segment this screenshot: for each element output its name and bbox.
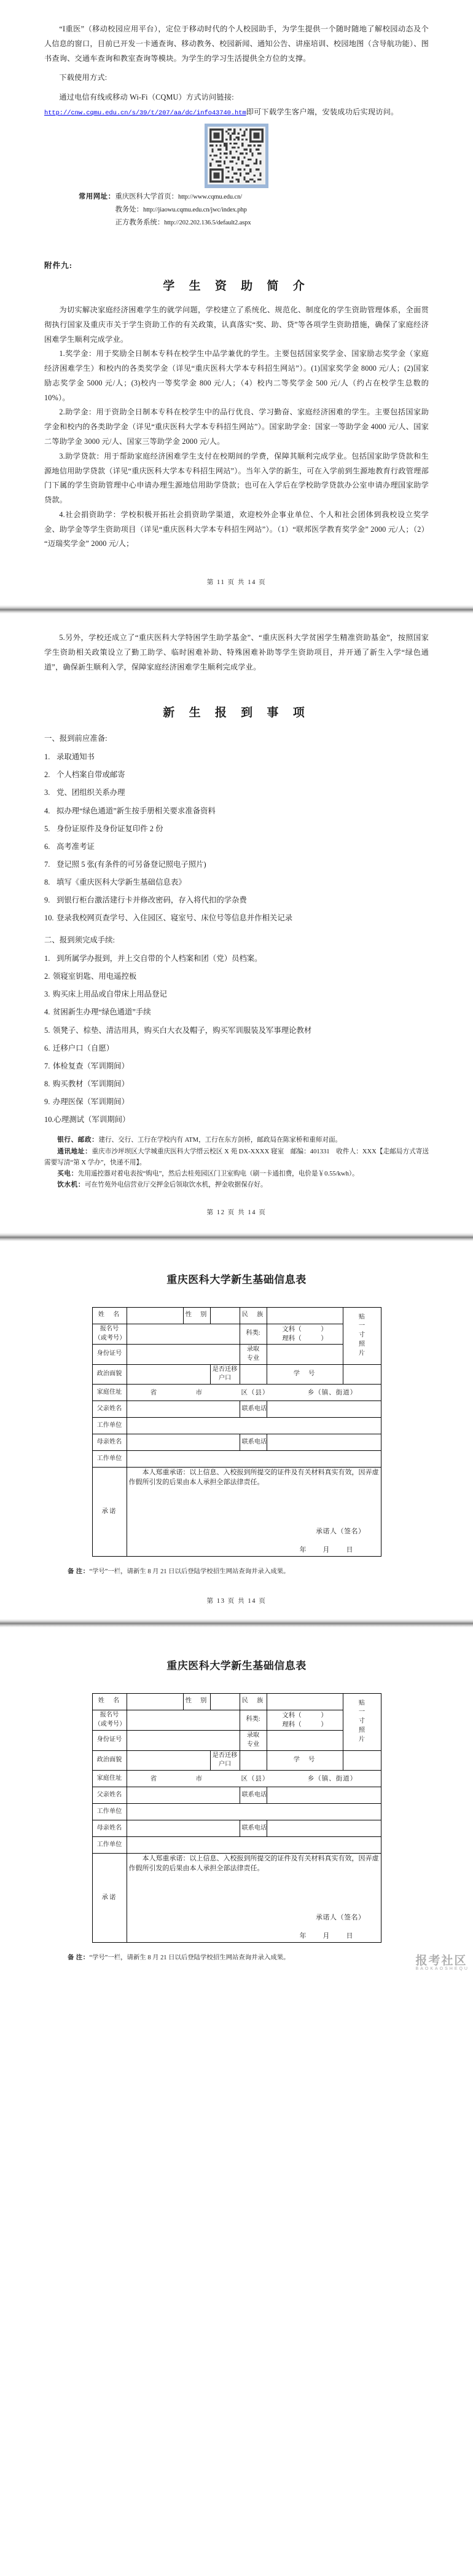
access-url-line: [44, 105, 429, 120]
list-item: [44, 968, 429, 986]
label-hukou-line2: 户口: [218, 1375, 232, 1382]
label-mother-work-unit: 工作单位: [92, 1451, 127, 1468]
form-note-14: [44, 1953, 429, 1964]
field-admitted-major[interactable]: [267, 1731, 343, 1751]
field-mother-work-unit[interactable]: [127, 1837, 381, 1854]
website-name: 教务处：: [115, 205, 144, 213]
address-part-city: 市: [195, 1389, 203, 1396]
list-text: 登录我校网页查学号、入住园区、寝室号、床位号等信息并作相关记录: [57, 914, 293, 923]
list-item: [44, 986, 429, 1003]
photo-char-1: 贴: [358, 1313, 366, 1321]
table-row-pledge: [92, 1468, 381, 1557]
field-mother-name[interactable]: [127, 1820, 240, 1837]
list-text: 录取通知书: [57, 753, 95, 762]
list-number: 6.: [44, 842, 50, 851]
label-subject-type: 科类:: [240, 1324, 267, 1344]
label-political-status: 政治面貌: [92, 1750, 127, 1771]
list-item: [44, 838, 429, 856]
option-liberal-arts[interactable]: 文科（ ）: [282, 1712, 327, 1719]
label-exam-id-line1: 报名号: [100, 1326, 119, 1332]
list-item: [44, 1022, 429, 1040]
field-political-status[interactable]: [127, 1750, 210, 1771]
label-gender: 性 别: [183, 1693, 210, 1710]
list-item: [44, 1075, 429, 1093]
note-label: 银行、邮政：: [57, 1137, 99, 1144]
list-number: 8.: [44, 1080, 50, 1089]
label-exam-id: [92, 1710, 127, 1730]
photo-char-4: 照: [358, 1726, 366, 1734]
table-row-home-address: [92, 1385, 381, 1401]
website-name: 重庆医科大学首页：: [115, 192, 178, 200]
list-item: [44, 820, 429, 838]
page-footer-13: 第 13 页 共 14 页: [206, 1597, 267, 1605]
label-exam-id-line1: 报名号: [100, 1712, 119, 1718]
pledge-text: 本人郑重承诺：以上信息、入校报到所提交的证件及有关材料真实有效，因弄虚作假所引发的后果由本人承担全部法律责任。: [128, 1855, 379, 1873]
aid-paragraph-scholarship: 1.奖学金：用于奖励全日制本专科在校学生中品学兼优的学生。主要包括国家奖学金、国家励志奖学金（家庭经济困难学生）和校内的各类奖学金（详见“重庆医科大学本专科招生网站”）。(1)国家奖学金 8000 元/人；(2)国家励志奖学金 5000 元/人；(3)校内一等奖学金 800 元/人；（4）校内二等奖学金 500 元/人（约占在校学生总数的 10%）。: [44, 349, 429, 402]
aid-paragraph-grant: 2.助学金：用于资助全日制本专科在校学生中的品行优良、学习勤奋、家庭经济困难的学生。主要包括国家助学金和校内的各类助学金（详见“重庆医科大学本专科招生网站”）。国家助学金：国家一等助学金 4000 元/人、国家二等助学金 3000 元/人、国家三等助学金 2000 元/人。: [44, 408, 429, 446]
page-separator: [0, 1233, 473, 1241]
list-number: 4.: [44, 1008, 50, 1017]
page-separator: [0, 1619, 473, 1627]
list-number: 6.: [44, 1043, 50, 1053]
page-14: [0, 1627, 473, 1973]
note-water-dispenser: [44, 1180, 429, 1191]
list-text: 领寝室钥匙、用电遥控板: [53, 972, 137, 981]
label-admitted-major: [240, 1345, 267, 1365]
note-text: 可在竹苑外电信营业厅交押金后领取饮水机，押金收据保存好。: [84, 1182, 267, 1189]
table-row-id-number: [92, 1345, 381, 1365]
table-row-father-name: [92, 1401, 381, 1418]
access-url-suffix: 即可下载学生客户端，安装成功后实现访问。: [246, 107, 399, 116]
page-title-registration: 新 生 报 到 事 项: [163, 706, 310, 719]
label-major-line2: 专业: [246, 1740, 260, 1748]
photo-char-5: 片: [358, 1736, 366, 1743]
list-number: 7.: [44, 1061, 50, 1070]
list-text: 领凳子、棕垫、清洁用具，购买白大衣及帽子，购买军训服装及军事理论教材: [53, 1025, 312, 1035]
list-text: 购买床上用品或自带床上用品登记: [53, 990, 167, 999]
label-political-status: 政治面貌: [92, 1364, 127, 1385]
list-text: 办理医保（军训期间）: [53, 1097, 129, 1107]
aid-paragraph-loan: 3.助学贷款：用于帮助家庭经济困难学生支付在校期间的学费，保障其顺利完成学业。包括国家助学贷款和生源地信用助学贷款（详见“重庆医科大学本专科招生网站”）。当年入学的新生，可在入学前到生源地教育行政管理部门下属的学生资助管理中心申请办理生源地信用助学贷款；也可在入学后在学校助学贷款办公室申请办理国家助学贷款。: [44, 451, 429, 505]
form-note-text: “学号”一栏，请新生 8 月 21 日以后登陆学校招生网站查询并录入成果。: [89, 1568, 290, 1575]
qr-code-container: [44, 124, 429, 188]
list-item: [44, 1093, 429, 1111]
label-student-number: 学 号: [267, 1750, 343, 1771]
field-pledge[interactable]: [127, 1854, 381, 1943]
field-admitted-major[interactable]: [267, 1345, 343, 1365]
form-note-13: [44, 1567, 429, 1578]
list-text: 身份证原件及身份证复印件 2 份: [57, 824, 163, 833]
date-line[interactable]: 年 月 日: [299, 1932, 358, 1940]
list-item: [44, 891, 429, 909]
i-chongyi-intro-paragraph: “I重医”（移动校园应用平台），定位于移动时代的个人校园助手，为学生提供一个随时随地了解校园动态及个人信息的窗口，目前已开发一卡通查询、移动教务、校园新闻、通知公告、讲座培训、校园地图（含导航功能）、图书查询、交通车查询和教室查询等模块。为学生的学习生活提供全方位的支撑。: [44, 25, 429, 63]
registration-procedure-list: [44, 950, 429, 1129]
label-exam-id: [92, 1324, 127, 1344]
list-item: [44, 802, 429, 820]
field-mother-phone[interactable]: [267, 1820, 381, 1837]
label-hukou-line1: 是否迁移: [212, 1752, 238, 1759]
watermark-main: 报考社区: [415, 1954, 467, 1967]
signature-line[interactable]: 承诺人（签名）: [316, 1528, 366, 1535]
access-instruction: 通过电信有线或移动 Wi-Fi（CQMU）方式访问链接:: [59, 93, 234, 102]
note-text: 建行、交行、工行在学校内有 ATM，工行在东方剑桥，邮政局在陈家桥和重师对面。: [98, 1137, 342, 1144]
note-mailing-address: [44, 1147, 429, 1169]
website-row: [79, 191, 429, 203]
list-item: [44, 874, 429, 891]
option-science[interactable]: 理科（ ）: [282, 1335, 327, 1342]
photo-char-2: 一: [358, 1322, 366, 1330]
website-row: [79, 203, 429, 216]
label-id-number: 身份证号: [92, 1345, 127, 1365]
label-mother-name: 母亲姓名: [92, 1820, 127, 1837]
field-mother-work-unit[interactable]: [127, 1451, 381, 1468]
common-websites-label: 常用网址：: [79, 192, 115, 200]
field-father-work-unit[interactable]: [127, 1418, 381, 1434]
label-name: 姓 名: [92, 1307, 127, 1324]
photo-placeholder[interactable]: [343, 1307, 381, 1364]
field-hukou-transfer[interactable]: [240, 1364, 267, 1385]
signature-line[interactable]: 承诺人（签名）: [316, 1914, 366, 1921]
field-ethnicity[interactable]: [267, 1693, 343, 1710]
field-id-number[interactable]: [127, 1345, 240, 1365]
address-part-city: 市: [195, 1775, 203, 1782]
list-text: 拟办理“绿色通道”新生按手册相关要求准备资料: [57, 806, 216, 815]
field-father-work-unit[interactable]: [127, 1804, 381, 1820]
table-row-father-name: [92, 1787, 381, 1804]
label-id-number: 身份证号: [92, 1731, 127, 1751]
page-footer-11: 第 11 页 共 14 页: [206, 579, 267, 587]
table-row-father-workplace: [92, 1418, 381, 1434]
table-row-father-workplace: [92, 1804, 381, 1820]
field-father-name[interactable]: [127, 1787, 240, 1804]
website-url[interactable]: http://www.cqmu.edu.cn/: [178, 193, 243, 200]
address-part-district: 区（县）: [241, 1775, 270, 1782]
label-mother-phone: 联系电话: [240, 1820, 267, 1837]
label-father-work-unit: 工作单位: [92, 1804, 127, 1820]
photo-char-2: 一: [358, 1709, 366, 1716]
list-item: [44, 950, 429, 968]
field-gender[interactable]: [210, 1693, 240, 1710]
label-mother-work-unit: 工作单位: [92, 1837, 127, 1854]
label-hukou-line1: 是否迁移: [212, 1365, 238, 1373]
table-row-mother-workplace: [92, 1837, 381, 1854]
table-row-name: [92, 1307, 381, 1324]
photo-placeholder[interactable]: [343, 1693, 381, 1750]
field-student-number[interactable]: [343, 1750, 381, 1771]
field-subject-type[interactable]: [267, 1324, 343, 1344]
label-father-work-unit: 工作单位: [92, 1418, 127, 1434]
note-text: 先用遥控器对着电表按“购电”，然后去桂苑园区门卫室购电（刷一卡通扣费，电价是￥0.55/kwh）。: [77, 1171, 359, 1178]
field-political-status[interactable]: [127, 1364, 210, 1385]
label-major-line2: 专业: [246, 1354, 260, 1362]
field-exam-id[interactable]: [127, 1710, 240, 1730]
list-number: 8.: [44, 878, 50, 887]
list-item: [44, 1057, 429, 1075]
label-home-address: 家庭住址: [92, 1385, 127, 1401]
table-row-mother-name: [92, 1820, 381, 1837]
address-part-province: 省: [150, 1775, 158, 1782]
watermark-sub: BAOKAOSHEQU: [415, 1966, 469, 1971]
field-ethnicity[interactable]: [267, 1307, 343, 1324]
list-text: 个人档案自带或邮寄: [57, 770, 125, 780]
address-part-township: 乡（镇、街道）: [307, 1389, 358, 1396]
label-mother-phone: 联系电话: [240, 1434, 267, 1451]
label-major-line1: 录取: [246, 1732, 260, 1739]
note-label: 饮水机：: [57, 1182, 85, 1189]
aid-paragraph-intro: 为切实解决家庭经济困难学生的就学问题，学校建立了系统化、规范化、制度化的学生资助管理体系，全面贯彻执行国家及重庆市关于学生资助工作的有关政策，认真落实“奖、助、贷”等各项学生资助措施，确保了家庭经济困难学生顺利完成学业。: [44, 305, 429, 344]
table-row-mother-workplace: [92, 1451, 381, 1468]
field-father-phone[interactable]: [267, 1787, 381, 1804]
qr-code-icon: [208, 127, 265, 184]
section-heading-before-registration: 一、报到前应准备:: [44, 733, 108, 743]
field-father-phone[interactable]: [267, 1401, 381, 1418]
list-text: 迁移户口（自愿）: [53, 1043, 114, 1053]
section-heading-registration-procedures: 二、报到须完成手续:: [44, 935, 115, 944]
table-row-mother-name: [92, 1434, 381, 1451]
list-number: 1.: [44, 753, 50, 762]
list-item: [44, 1003, 429, 1021]
date-line[interactable]: 年 月 日: [299, 1546, 358, 1554]
list-text: 到银行柜台激活建行卡并修改密码，存入将代扣的学杂费: [57, 896, 247, 905]
website-name: 正方教务系统：: [115, 218, 165, 226]
label-pledge: 承诺: [92, 1468, 127, 1557]
download-link[interactable]: http://cnw.cqmu.edu.cn/s/39/t/207/aa/dc/info43740.htm: [44, 109, 246, 117]
attachment-label: 附件九:: [44, 261, 72, 270]
form-note-prefix: 备 注：: [68, 1568, 90, 1575]
page-11: [0, 0, 473, 605]
table-row-political: [92, 1364, 381, 1385]
watermark-logo: [416, 1951, 469, 1971]
label-admitted-major: [240, 1731, 267, 1751]
list-item: [44, 1040, 429, 1057]
field-student-number[interactable]: [343, 1364, 381, 1385]
pre-registration-list: [44, 748, 429, 927]
label-exam-id-line2: （或考号）: [94, 1334, 126, 1341]
form-title: 重庆医科大学新生基础信息表: [166, 1273, 307, 1286]
list-number: 4.: [44, 806, 50, 815]
field-home-address[interactable]: [127, 1385, 381, 1401]
label-hukou-transfer: [210, 1364, 240, 1385]
list-number: 3.: [44, 788, 50, 797]
table-row-id-number: [92, 1731, 381, 1751]
option-science[interactable]: 理科（ ）: [282, 1721, 327, 1728]
page-title-student-aid: 学 生 资 助 简 介: [163, 279, 310, 293]
list-item: [44, 856, 429, 874]
list-item: [44, 909, 429, 927]
label-student-number: 学 号: [267, 1364, 343, 1385]
qr-code-frame: [205, 124, 268, 188]
label-hukou-line2: 户口: [218, 1761, 232, 1768]
address-part-township: 乡（镇、街道）: [307, 1775, 358, 1782]
page-footer-12: 第 12 页 共 14 页: [206, 1209, 267, 1216]
label-exam-id-line2: （或考号）: [94, 1720, 126, 1728]
photo-char-1: 贴: [358, 1699, 366, 1707]
list-number: 3.: [44, 990, 50, 999]
page-separator: [0, 605, 473, 614]
table-row-exam-id: [92, 1710, 381, 1730]
list-item: [44, 1111, 429, 1129]
note-label: 买电：: [57, 1171, 78, 1178]
list-text: 到所属学办报到，并上交自带的个人档案和团（党）员档案。: [57, 954, 262, 963]
field-pledge[interactable]: [127, 1468, 381, 1557]
note-label: 通讯地址：: [57, 1148, 92, 1155]
label-gender: 性 别: [183, 1307, 210, 1324]
list-text: 党、团组织关系办理: [57, 788, 125, 797]
field-subject-type[interactable]: [267, 1710, 343, 1730]
list-text: 高考准考证: [57, 842, 95, 851]
table-row-political: [92, 1750, 381, 1771]
list-number: 10.: [44, 914, 54, 923]
field-home-address[interactable]: [127, 1771, 381, 1787]
field-name[interactable]: [127, 1307, 183, 1324]
table-row-home-address: [92, 1771, 381, 1787]
list-text: 心理测试（军训期间）: [53, 1115, 130, 1124]
label-mother-name: 母亲姓名: [92, 1434, 127, 1451]
list-number: 5.: [44, 1025, 50, 1035]
list-item: [44, 766, 429, 784]
photo-char-5: 片: [358, 1349, 366, 1357]
field-name[interactable]: [127, 1693, 183, 1710]
download-method-label: 下载使用方式:: [59, 73, 108, 82]
address-part-district: 区（县）: [241, 1389, 270, 1396]
list-number: 9.: [44, 1097, 50, 1107]
list-text: 填写《重庆医科大学新生基础信息表》: [57, 878, 186, 887]
field-mother-name[interactable]: [127, 1434, 240, 1451]
label-father-phone: 联系电话: [240, 1401, 267, 1418]
list-number: 7.: [44, 859, 50, 869]
common-websites-block: [79, 191, 429, 229]
aid-paragraph-donation: 4.社会捐资助学：学校积极开拓社会捐资助学渠道，欢迎校外企事业单位、个人和社会团体到我校设立奖学金、助学金等学生资助项目（详见“重庆医科大学本专科招生网站”）。（1）“联邦医学教育奖学金” 2000 元/人；（2）“迈瑞奖学金” 2000 元/人；: [44, 510, 429, 548]
list-number: 9.: [44, 896, 50, 905]
list-number: 2.: [44, 770, 50, 780]
pledge-text: 本人郑重承诺：以上信息、入校报到所提交的证件及有关材料真实有效，因弄虚作假所引发的后果由本人承担全部法律责任。: [128, 1469, 379, 1487]
label-home-address: 家庭住址: [92, 1771, 127, 1787]
table-row-exam-id: [92, 1324, 381, 1344]
form-note-prefix: 备 注：: [68, 1954, 90, 1961]
list-number: 5.: [44, 824, 50, 833]
label-name: 姓 名: [92, 1693, 127, 1710]
list-number: 2.: [44, 972, 50, 981]
label-father-name: 父亲姓名: [92, 1401, 127, 1418]
table-row-name: [92, 1693, 381, 1710]
website-url[interactable]: http://202.202.136.5/default2.aspx: [164, 219, 251, 226]
form-title-copy: 重庆医科大学新生基础信息表: [166, 1659, 307, 1672]
list-text: 体检复查（军训期间）: [53, 1061, 129, 1070]
label-father-phone: 联系电话: [240, 1787, 267, 1804]
label-father-name: 父亲姓名: [92, 1787, 127, 1804]
list-number: 1.: [44, 954, 50, 963]
freshman-info-table-copy: [92, 1693, 381, 1943]
address-part-province: 省: [150, 1389, 158, 1396]
footnotes-block: [44, 1135, 429, 1191]
website-url[interactable]: http://jiaowu.cqmu.edu.cn/jwc/index.php: [143, 206, 247, 213]
label-ethnicity: 民 族: [240, 1693, 267, 1710]
label-subject-type: 科类:: [240, 1710, 267, 1730]
note-text: 重庆市沙坪坝区大学城重庆医科大学缙云校区 X 苑 DX-XXXX 寝室 邮编：401331 收件人：XXX【走邮局方式寄送需要写清“第 X 学办”，快递不用】。: [44, 1148, 429, 1166]
list-item: [44, 748, 429, 766]
aid-paragraph-funds: 5.另外，学校还成立了“重庆医科大学特困学生助学基金”、“重庆医科大学贫困学生精准资助基金”，按照国家学生资助相关政策设立了勤工助学、临时困难补助、特殊困难补助等学生资助项目，并开通了新生入学“绿色通道”，确保新生顺利入学，保障家庭经济困难学生顺利完成学业。: [44, 633, 429, 671]
label-pledge: 承诺: [92, 1854, 127, 1943]
photo-char-3: 寸: [358, 1718, 366, 1725]
list-text: 贫困新生办理“绿色通道”手续: [53, 1008, 151, 1017]
field-id-number[interactable]: [127, 1731, 240, 1751]
note-buy-electricity: [44, 1169, 429, 1180]
list-text: 登记照 5 张(有条件的可另备登记照电子照片): [57, 859, 206, 869]
page-12: [0, 614, 473, 1232]
label-major-line1: 录取: [246, 1346, 260, 1353]
list-number: 10.: [44, 1115, 54, 1124]
page-13: [0, 1241, 473, 1619]
website-row: [79, 216, 429, 229]
photo-char-4: 照: [358, 1340, 366, 1348]
field-hukou-transfer[interactable]: [240, 1750, 267, 1771]
freshman-info-table: [92, 1307, 381, 1557]
form-note-text: “学号”一栏，请新生 8 月 21 日以后登陆学校招生网站查询并录入成果。: [89, 1954, 290, 1961]
note-bank-postal: [44, 1135, 429, 1146]
field-gender[interactable]: [210, 1307, 240, 1324]
field-father-name[interactable]: [127, 1401, 240, 1418]
list-item: [44, 784, 429, 802]
photo-char-3: 寸: [358, 1332, 366, 1339]
table-row-pledge: [92, 1854, 381, 1943]
field-mother-phone[interactable]: [267, 1434, 381, 1451]
label-ethnicity: 民 族: [240, 1307, 267, 1324]
list-text: 购买教材（军训期间）: [53, 1080, 129, 1089]
field-exam-id[interactable]: [127, 1324, 240, 1344]
label-hukou-transfer: [210, 1750, 240, 1771]
option-liberal-arts[interactable]: 文科（ ）: [282, 1326, 327, 1333]
